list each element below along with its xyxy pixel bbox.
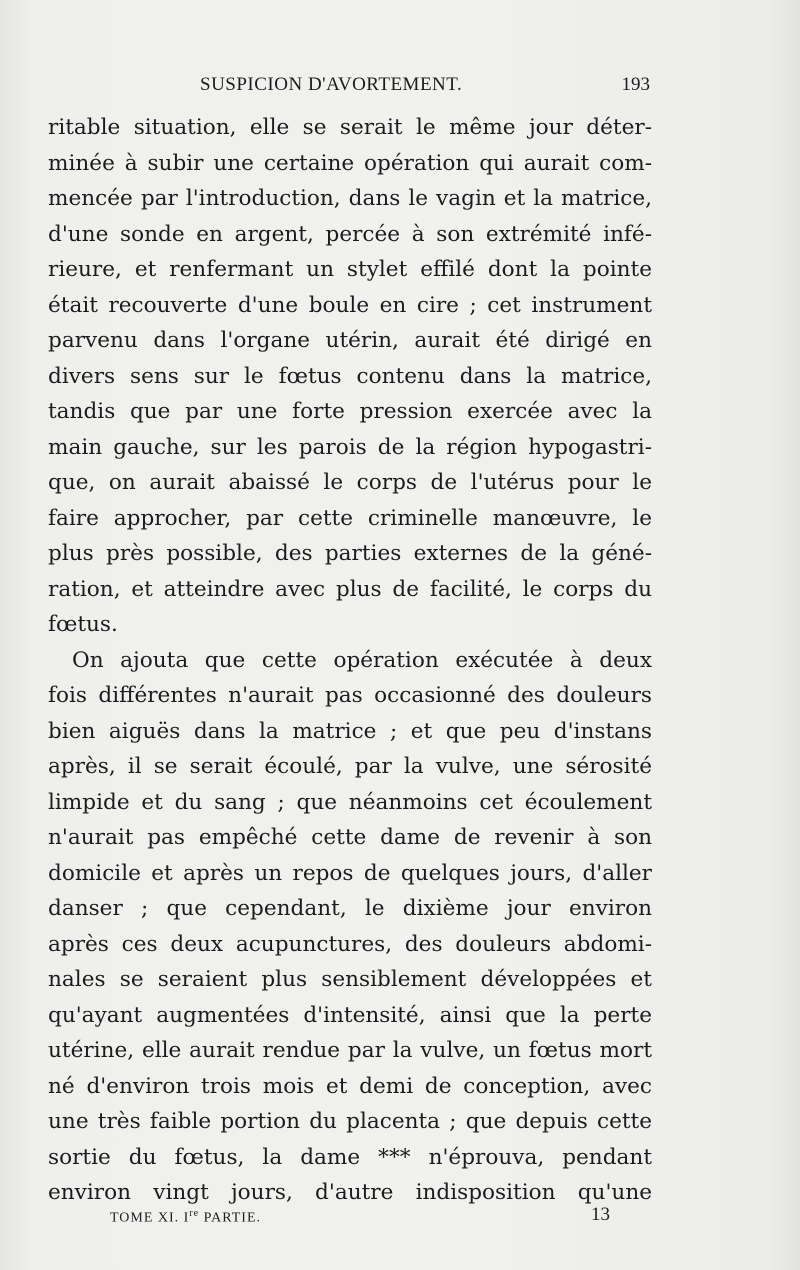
text-line: était recouverte d'une boule en cire ; cet instrument [48, 292, 652, 318]
text-line: limpide et du sang ; que néanmoins cet écoulement [48, 789, 652, 815]
text-line: environ vingt jours, d'autre indisposition qu'une [48, 1180, 652, 1205]
text-line: utérine, elle aurait rendue par la vulve, un fœtus mort [48, 1038, 652, 1063]
text-line: faire approcher, par cette criminelle manœuvre, le [48, 505, 652, 531]
text-line: une très faible portion du placenta ; que depuis cette [48, 1109, 652, 1134]
text-line: parvenu dans l'organe utérin, aurait été dirigé en [48, 328, 652, 353]
text-line: qu'ayant augmentées d'intensité, ainsi que la perte [48, 1002, 652, 1028]
text-line: divers sens sur le fœtus contenu dans la matrice, [48, 363, 652, 389]
paragraph-start-line: On ajouta que cette opération exécutée à deux [72, 647, 652, 673]
page-number: 193 [621, 74, 650, 95]
text-line: domicile et après un repos de quelques jours, d'aller [48, 860, 652, 886]
paragraph-end-line: fœtus. [48, 612, 118, 637]
text-line: rieure, et renfermant un stylet effilé dont la pointe [48, 257, 652, 282]
page-header [200, 74, 650, 104]
text-line: fois différentes n'aurait pas occasionné des douleurs [48, 683, 652, 708]
text-line: que, on aurait abaissé le corps de l'utérus pour le [48, 470, 652, 495]
text-line: après, il se serait écoulé, par la vulve, une sérosité [48, 754, 652, 779]
text-line: tandis que par une forte pression exercée avec la [48, 399, 652, 424]
signature-line [110, 1208, 261, 1227]
text-line: nales se seraient plus sensiblement développées et [48, 967, 652, 992]
signature-rest: PARTIE. [199, 1210, 261, 1226]
running-title: SUSPICION D'AVORTEMENT. [200, 74, 463, 95]
text-line: bien aiguës dans la matrice ; et que peu d'instans [48, 718, 652, 744]
text-line: plus près possible, des parties externes de la géné- [48, 541, 652, 566]
signature-mark: 13 [591, 1204, 610, 1225]
text-line: sortie du fœtus, la dame *** n'éprouva, pendant [48, 1144, 652, 1170]
signature-text: TOME XI. I [110, 1210, 190, 1226]
signature-superscript: re [189, 1208, 200, 1219]
page-footer [110, 1204, 610, 1238]
text-line: minée à subir une certaine opération qui aurait com- [48, 150, 652, 176]
text-line: main gauche, sur les parois de la région hypogastri- [48, 434, 652, 460]
text-line: danser ; que cependant, le dixième jour environ [48, 896, 652, 921]
text-line: ration, et atteindre avec plus de facilité, le corps du [48, 576, 652, 602]
text-line: né d'environ trois mois et demi de conception, avec [48, 1073, 652, 1099]
text-line: après ces deux acupunctures, des douleurs abdomi- [48, 931, 652, 957]
text-line: n'aurait pas empêché cette dame de revenir à son [48, 825, 652, 850]
text-line: d'une sonde en argent, percée à son extrémité infé- [48, 221, 652, 247]
text-line: mencée par l'introduction, dans le vagin et la matrice, [48, 186, 652, 211]
text-line: ritable situation, elle se serait le même jour déter- [48, 115, 652, 140]
body-text [48, 110, 652, 1211]
